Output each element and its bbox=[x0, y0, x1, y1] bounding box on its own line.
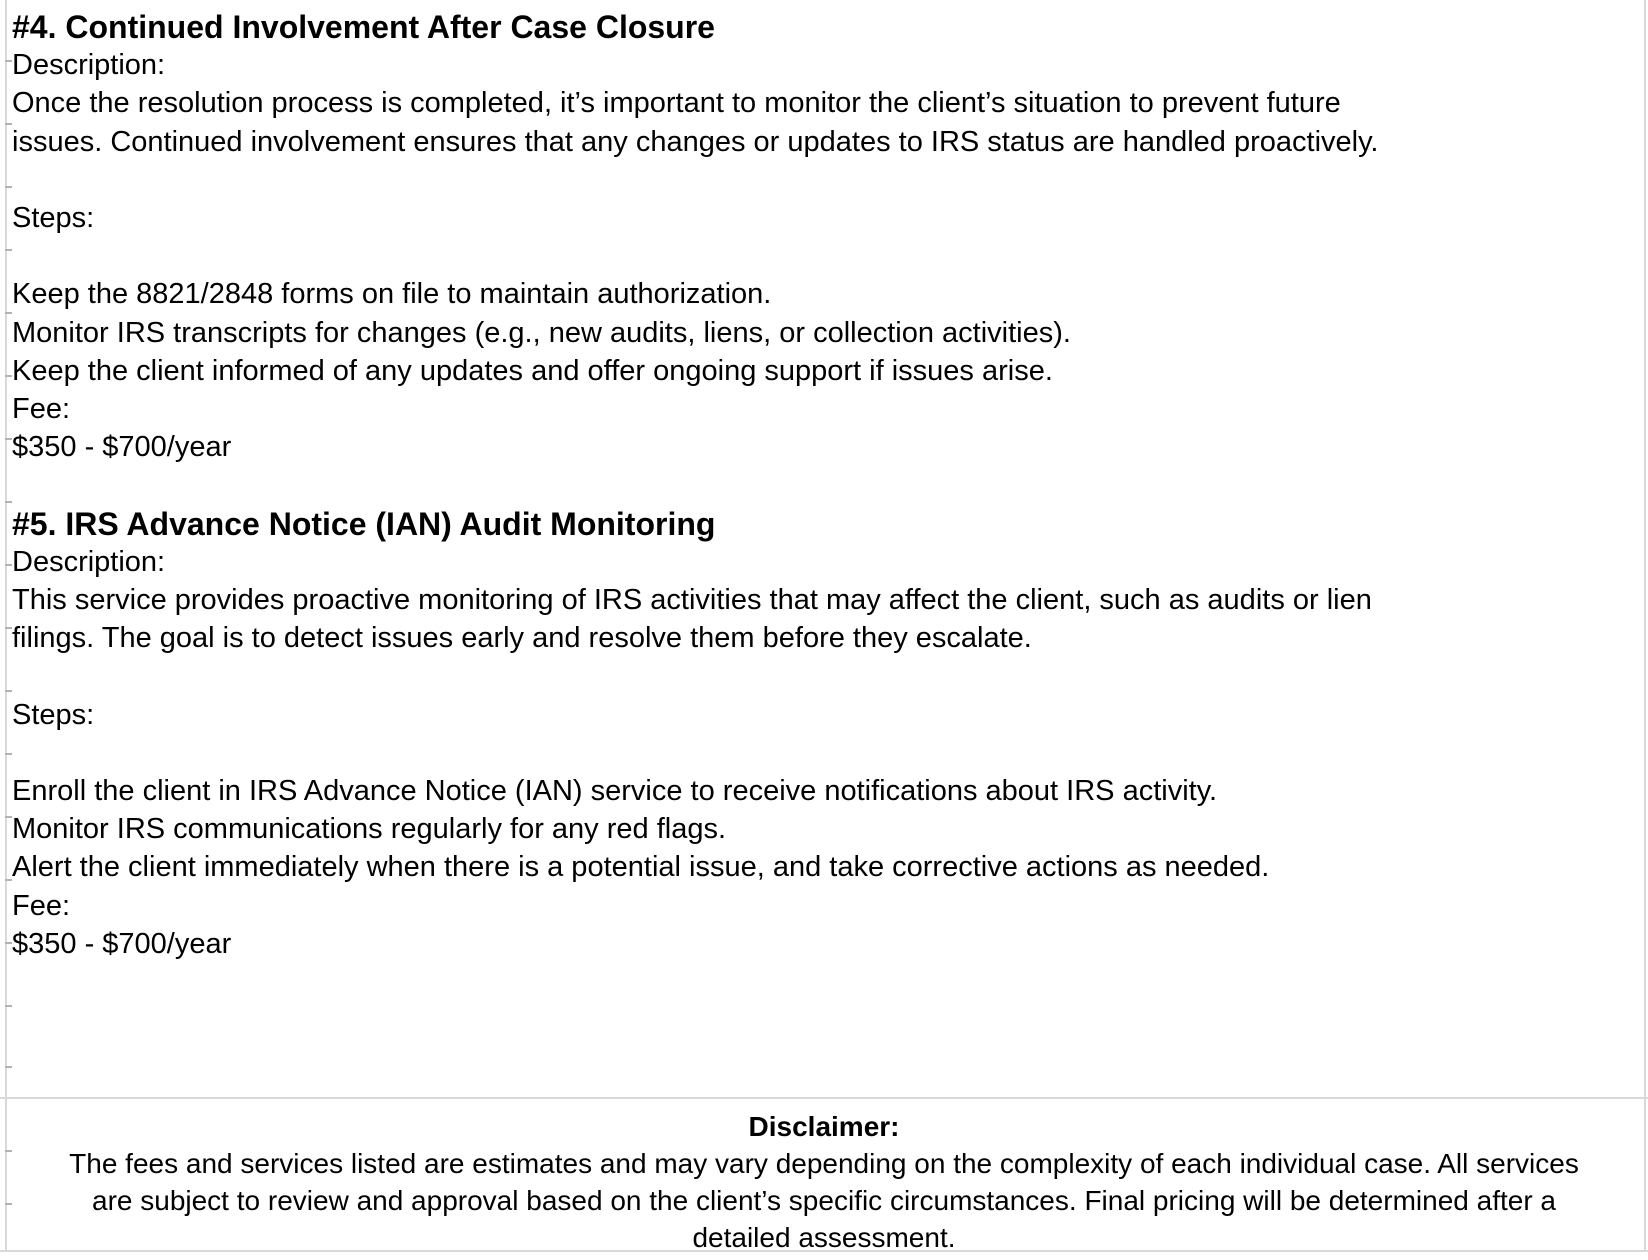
text-line bbox=[12, 466, 1638, 504]
text-line: This service provides proactive monitoring of IRS activities that may affect the client, such as audits or lien bbox=[12, 584, 1372, 616]
row-boundary-tick bbox=[5, 501, 12, 503]
row-boundary-tick bbox=[5, 816, 12, 818]
text-line bbox=[12, 237, 1638, 275]
bottom-row-gridline bbox=[0, 1250, 1648, 1252]
row-boundary-tick bbox=[5, 438, 12, 440]
row-boundary-tick bbox=[5, 627, 12, 629]
row-boundary-tick bbox=[5, 249, 12, 251]
text-line: Monitor IRS transcripts for changes (e.g., new audits, liens, or collection activities). bbox=[12, 316, 1071, 349]
row-boundary-tick bbox=[5, 564, 12, 566]
text-line: $350 - $700/year bbox=[12, 431, 232, 464]
row-boundary-tick bbox=[5, 1005, 12, 1007]
text-line: Alert the client immediately when there is a potential issue, and take corrective actions as needed. bbox=[12, 851, 1270, 884]
row-boundary-tick bbox=[5, 1066, 12, 1068]
section-heading: #5. IRS Advance Notice (IAN) Audit Monitoring bbox=[12, 505, 716, 542]
row-boundary-tick bbox=[5, 753, 12, 755]
row-boundary-tick bbox=[5, 312, 12, 314]
row-boundary-tick bbox=[5, 60, 12, 62]
text-line bbox=[12, 734, 1638, 772]
row-boundary-tick bbox=[5, 375, 12, 377]
disclaimer-heading: Disclaimer: bbox=[748, 1111, 900, 1142]
section-heading: #4. Continued Involvement After Case Closure bbox=[12, 9, 715, 45]
text-line bbox=[12, 657, 1638, 695]
text-line: filings. The goal is to detect issues early and resolve them before they escalate. bbox=[12, 622, 1032, 655]
text-line: Keep the client informed of any updates and offer ongoing support if issues arise. bbox=[12, 354, 1053, 387]
disclaimer-line: are subject to review and approval based on the client’s specific circumstances. Final pricing will be determined after a bbox=[92, 1185, 1556, 1216]
text-line: Fee: bbox=[12, 889, 71, 922]
row-boundary-tick bbox=[5, 942, 12, 944]
text-line: Fee: bbox=[12, 393, 71, 425]
text-line: Enroll the client in IRS Advance Notice (IAN) service to receive notifications about IRS activity. bbox=[12, 774, 1218, 807]
disclaimer-line: detailed assessment. bbox=[692, 1222, 956, 1250]
disclaimer-line: The fees and services listed are estimates and may vary depending on the complexity of each individual case. All services bbox=[69, 1148, 1579, 1179]
right-column-gridline bbox=[1644, 0, 1646, 1252]
text-line: Once the resolution process is completed, it’s important to monitor the client’s situation to prevent future bbox=[12, 87, 1341, 120]
row-boundary-tick bbox=[5, 186, 12, 188]
text-line: Steps: bbox=[12, 202, 95, 234]
text-line: Description: bbox=[12, 545, 166, 578]
row-boundary-gridline bbox=[0, 1097, 1648, 1099]
row-boundary-tick bbox=[5, 690, 12, 692]
text-line: Steps: bbox=[12, 698, 95, 731]
row-boundary-tick bbox=[5, 123, 12, 125]
row-boundary-tick bbox=[5, 879, 12, 881]
text-line: Description: bbox=[12, 49, 166, 82]
text-line bbox=[12, 161, 1638, 199]
text-line: issues. Continued involvement ensures that any changes or updates to IRS status are handled proactively. bbox=[12, 125, 1379, 158]
disclaimer-cell[interactable] bbox=[8, 1108, 1640, 1250]
text-line: Keep the 8821/2848 forms on file to maintain authorization. bbox=[12, 278, 772, 311]
text-line: Monitor IRS communications regularly for any red flags. bbox=[12, 813, 727, 846]
text-line: $350 - $700/year bbox=[12, 927, 232, 960]
services-text-cell[interactable] bbox=[12, 8, 1638, 1093]
